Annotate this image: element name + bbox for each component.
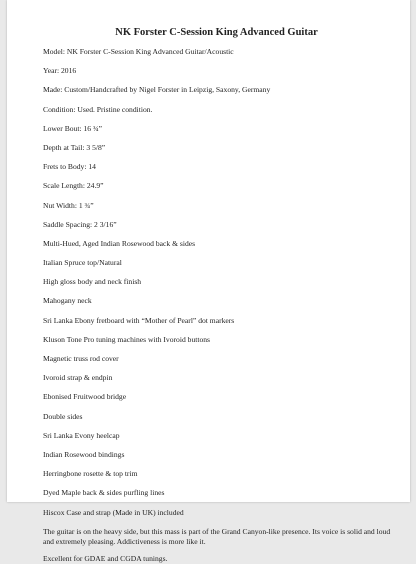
spec-line-finish: High gloss body and neck finish [43, 277, 142, 287]
document-page [7, 0, 410, 564]
spec-line-depth: Depth at Tail: 3 5/8” [43, 142, 106, 152]
spec-line-rosette: Herringbone rosette & top trim [43, 469, 138, 479]
spec-line-made: Made: Custom/Handcrafted by Nigel Forster in Leipzig, Saxony, Germany [43, 85, 271, 95]
spec-line-case: Hiscox Case and strap (Made in UK) included [43, 507, 184, 517]
spec-line-neck: Mahogany neck [43, 296, 92, 306]
spec-line-scale: Scale Length: 24.9” [43, 181, 104, 191]
spec-line-bindings: Indian Rosewood bindings [43, 449, 125, 459]
spec-line-tuners: Kluson Tone Pro tuning machines with Ivoroid buttons [43, 334, 211, 344]
spec-line-year: Year: 2016 [43, 66, 77, 76]
spec-line-top: Italian Spruce top/Natural [43, 258, 122, 268]
document-title: NK Forster C-Session King Advanced Guitar [115, 27, 318, 38]
spec-list [43, 47, 396, 518]
spec-line-saddle: Saddle Spacing: 2 3/16” [43, 219, 117, 229]
spec-line-model: Model: NK Forster C-Session King Advanced Guitar/Acoustic [43, 47, 234, 56]
spec-line-bridge: Ebonised Fruitwood bridge [43, 392, 127, 402]
spec-line-fretboard: Sri Lanka Ebony fretboard with “Mother of Pearl” dot markers [43, 315, 235, 325]
spec-line-condition: Condition: Used. Pristine condition. [43, 104, 153, 114]
spec-line-frets: Frets to Body: 14 [43, 162, 96, 172]
spec-line-lower-bout: Lower Bout: 16 ¾” [43, 123, 103, 133]
spec-line-truss-rod: Magnetic truss rod cover [43, 354, 119, 363]
spec-line-double-sides: Double sides [43, 411, 83, 421]
spec-line-strap: Ivoroid strap & endpin [43, 373, 113, 383]
spec-line-back-sides: Multi-Hued, Aged Indian Rosewood back & sides [43, 238, 196, 248]
closing-line: Excellent for GDAE and CGDA tunings. [43, 554, 168, 564]
description-paragraph: The guitar is on the heavy side, but this mass is part of the Grand Canyon-like presence. Its voice is solid and loud and extremely pleasing. Addictiveness is more like it. [43, 526, 391, 546]
spec-line-nut: Nut Width: 1 ¾” [43, 200, 94, 210]
spec-line-heelcap: Sri Lanka Evony heelcap [43, 430, 120, 440]
spec-line-purfling: Dyed Maple back & sides purfling lines [43, 488, 165, 498]
